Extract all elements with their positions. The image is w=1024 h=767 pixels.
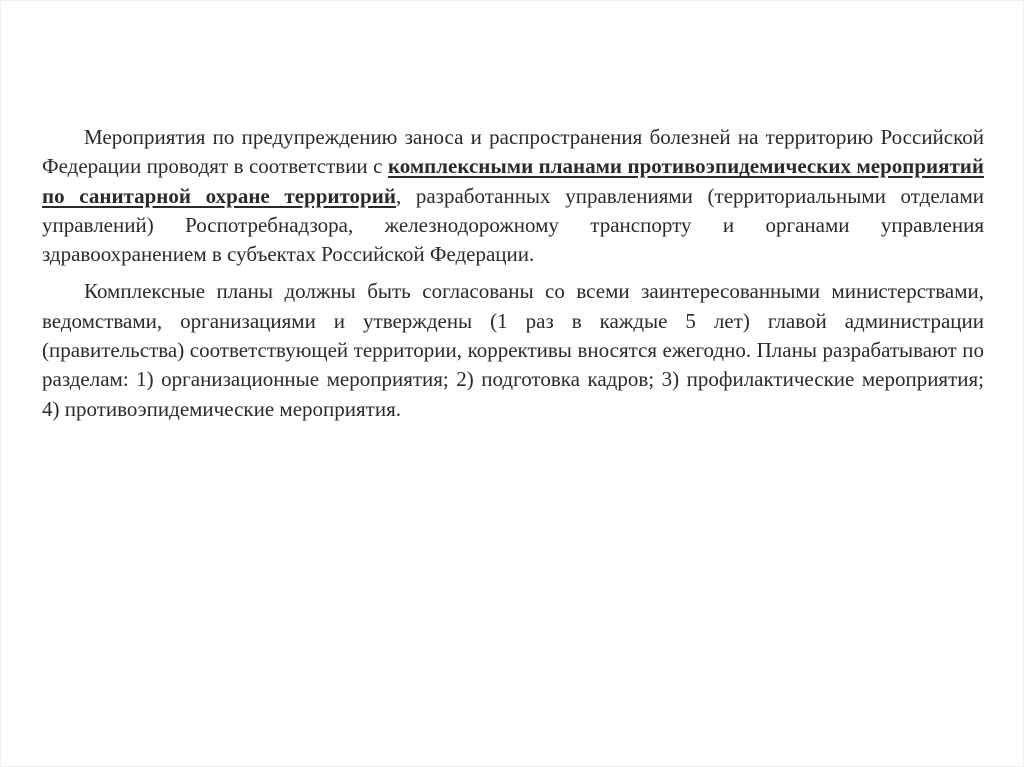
paragraph-1-text-before: Мероприятия по предупреждению заноса и распространения болезней на территорию Российской Федерации проводят в соответствии с — [42, 125, 984, 179]
paragraph-1-emphasis: комплексными планами противоэпидемических мероприятий по санитарной охране территорий — [42, 154, 984, 208]
document-body — [42, 123, 984, 424]
paragraph-1-text-after: , разработанных управлениями (территориальными отделами управлений) Роспотребнадзора, железнодорожному транспорту и органами управления здравоохранением в субъектах Российской Федерации. — [42, 183, 984, 267]
paragraph-2: Комплексные планы должны быть согласованы со всеми заинтересованными министерствами, ведомствами, организациями и утверждены (1 раз в каждые 5 лет) главой администрации (правительства) соответствующей территории, коррективы вносятся ежегодно. Планы разрабатывают по разделам: 1) организационные мероприятия; 2) подготовка кадров; 3) профилактические мероприятия; 4) противоэпидемические мероприятия. — [42, 279, 984, 421]
paragraph-1 — [42, 123, 984, 269]
